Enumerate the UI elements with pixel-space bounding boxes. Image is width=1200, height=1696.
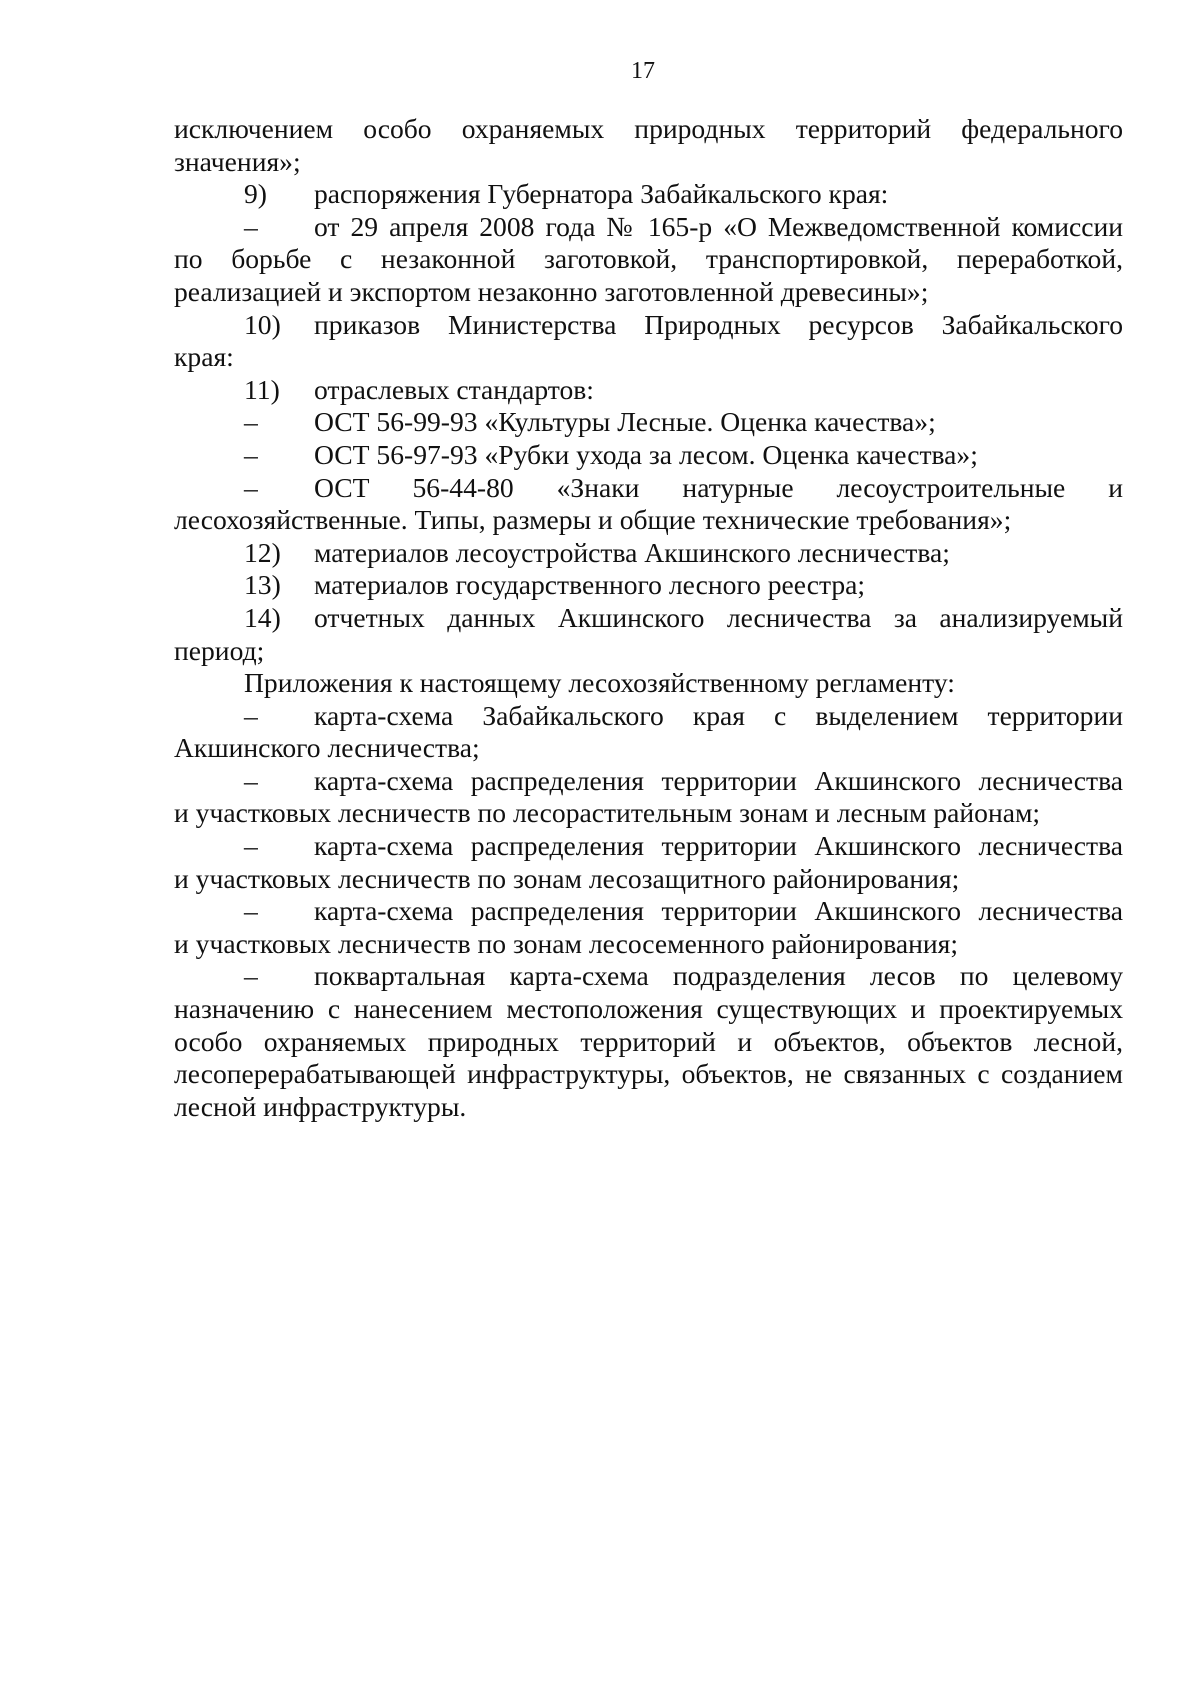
paragraph-line: реализацией и экспортом незаконно заготовленной древесины»; [174, 275, 929, 307]
list-item-12 [174, 537, 1123, 570]
paragraph-line: и участковых лесничеств по лесорастительным зонам и лесным районам; [174, 797, 1041, 829]
dash-item-text: поквартальная карта-схема подразделения лесов по целевому [314, 960, 1123, 992]
dash-item-text: карта-схема распределения территории Акшинского лесничества [314, 895, 1123, 927]
paragraph-line: особо охраняемых природных территорий и объектов, объектов лесной, [174, 1025, 1123, 1057]
list-item-text: материалов государственного лесного реестра; [314, 569, 866, 601]
list-number: 14) [244, 601, 281, 633]
dash-item [174, 439, 1123, 472]
list-item-14 [174, 602, 1123, 635]
dash-marker: – [244, 210, 258, 242]
paragraph-line: лесохозяйственные. Типы, размеры и общие технические требования»; [174, 504, 1012, 536]
list-number: 13) [244, 569, 281, 601]
dash-item [174, 406, 1123, 439]
paragraph-line: период; [174, 634, 265, 666]
dash-marker: – [244, 471, 258, 503]
paragraph-line: и участковых лесничеств по зонам лесосеменного районирования; [174, 927, 959, 959]
dash-item-text: ОСТ 56-99-93 «Культуры Лесные. Оценка качества»; [314, 406, 936, 438]
dash-item-text: ОСТ 56-44-80 «Знаки натурные лесоустроительные и [314, 471, 1123, 503]
dash-item-text: ОСТ 56-97-93 «Рубки ухода за лесом. Оценка качества»; [314, 438, 978, 470]
list-number: 10) [244, 308, 281, 340]
list-number: 11) [244, 373, 280, 405]
list-item-text: материалов лесоустройства Акшинского лесничества; [314, 536, 950, 568]
page-number: 17 [631, 58, 655, 84]
list-item-text: распоряжения Губернатора Забайкальского края: [314, 178, 889, 210]
document-body [174, 113, 1123, 1123]
dash-item [174, 472, 1123, 505]
dash-marker: – [244, 830, 258, 862]
paragraph-line: лесной инфраструктуры. [174, 1090, 467, 1122]
dash-item [174, 960, 1123, 993]
list-number: 12) [244, 536, 281, 568]
paragraph-line: лесоперерабатывающей инфраструктуры, объектов, не связанных с созданием [174, 1058, 1123, 1090]
dash-marker: – [244, 764, 258, 796]
list-item-text: отраслевых стандартов: [314, 373, 594, 405]
dash-item [174, 700, 1123, 733]
dash-marker: – [244, 406, 258, 438]
dash-item [174, 765, 1123, 798]
list-item-10 [174, 309, 1123, 342]
dash-marker: – [244, 699, 258, 731]
paragraph-line: края: [174, 341, 234, 373]
dash-item-text: карта-схема распределения территории Акшинского лесничества [314, 764, 1123, 796]
dash-item [174, 895, 1123, 928]
dash-item [174, 830, 1123, 863]
paragraph-line: и участковых лесничеств по зонам лесозащитного районирования; [174, 862, 960, 894]
dash-marker: – [244, 895, 258, 927]
dash-item-text: карта-схема распределения территории Акшинского лесничества [314, 830, 1123, 862]
paragraph-line: Акшинского лесничества; [174, 732, 480, 764]
list-item-11 [174, 374, 1123, 407]
list-number: 9) [244, 178, 267, 210]
dash-item [174, 211, 1123, 244]
list-item-text: приказов Министерства Природных ресурсов Забайкальского [314, 308, 1123, 340]
appendix-heading-text: Приложения к настоящему лесохозяйственному регламенту: [244, 667, 955, 699]
paragraph-line: исключением особо охраняемых природных территорий федерального [174, 113, 1123, 144]
appendix-heading [174, 667, 1123, 700]
dash-marker: – [244, 960, 258, 992]
list-item-13 [174, 569, 1123, 602]
paragraph-line: по борьбе с незаконной заготовкой, транспортировкой, переработкой, [174, 243, 1123, 275]
paragraph-line: назначению с нанесением местоположения существующих и проектируемых [174, 993, 1123, 1025]
paragraph-line: значения»; [174, 145, 301, 177]
list-item-9 [174, 178, 1123, 211]
dash-item-text: карта-схема Забайкальского края с выделением территории [314, 699, 1123, 731]
dash-item-text: от 29 апреля 2008 года № 165-р «О Межведомственной комиссии [314, 210, 1123, 242]
dash-marker: – [244, 438, 258, 470]
list-item-text: отчетных данных Акшинского лесничества за анализируемый [314, 601, 1123, 633]
